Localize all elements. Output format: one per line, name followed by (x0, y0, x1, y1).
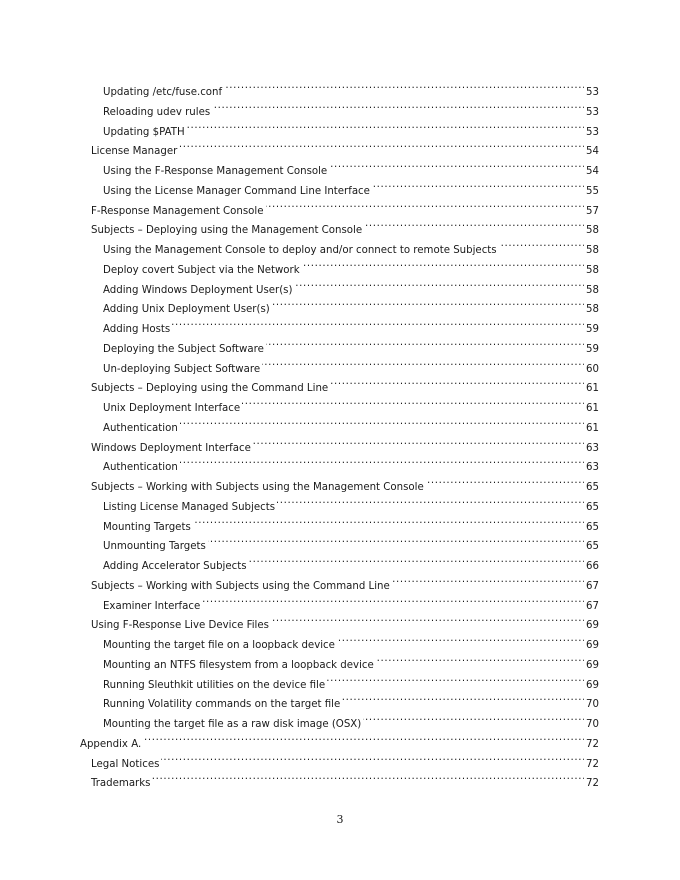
toc-entry-title: Using the Management Console to deploy and/or connect to remote Subjects (103, 245, 497, 256)
toc-leader-dots (277, 492, 584, 510)
toc-leader-dots (224, 77, 584, 95)
toc-entry-title: Reloading udev rules (103, 106, 211, 118)
toc-entry-title: License Manager (91, 146, 178, 158)
toc-entry-title: Unix Deployment Interface (103, 403, 241, 414)
toc-entry-page: 55 (586, 185, 599, 197)
toc-entry-page: 60 (586, 363, 599, 375)
toc-entry[interactable] (103, 255, 599, 276)
toc-entry-page: 69 (586, 679, 599, 691)
toc-entry[interactable] (103, 334, 599, 355)
toc-leader-dots (342, 689, 584, 707)
page-number: 3 (336, 813, 344, 826)
toc-entry-title: Adding Windows Deployment User(s) (103, 284, 293, 296)
toc-entry[interactable] (103, 670, 599, 691)
toc-entry-title: Adding Unix Deployment User(s) (103, 304, 270, 316)
toc-entry[interactable] (91, 373, 599, 395)
toc-entry-title: Authentication (103, 462, 178, 474)
toc-entry-title: Trademarks (91, 778, 151, 790)
toc-entry-page: 58 (586, 284, 599, 296)
toc-entry[interactable] (103, 512, 599, 533)
toc-leader-dots (376, 650, 584, 668)
toc-entry[interactable] (103, 709, 599, 730)
toc-leader-dots (327, 670, 584, 688)
toc-entry-title: Listing License Managed Subjects (103, 501, 276, 513)
toc-entry[interactable] (91, 196, 599, 217)
toc-entry-page: 58 (586, 225, 599, 237)
toc-entry-page: 69 (586, 659, 599, 671)
toc-leader-dots (372, 176, 584, 194)
toc-leader-dots (253, 433, 584, 451)
toc-leader-dots (143, 729, 584, 747)
toc-entry[interactable] (103, 630, 599, 651)
toc-entry-page: 53 (586, 87, 599, 98)
toc-entry[interactable] (103, 650, 599, 671)
toc-entry[interactable] (103, 156, 599, 177)
toc-entry-title: Running Sleuthkit utilities on the device file (103, 679, 326, 691)
toc-leader-dots (337, 630, 584, 648)
toc-entry-page: 69 (586, 620, 599, 632)
toc-entry-page: 61 (586, 403, 599, 414)
toc-entry-page: 58 (586, 264, 599, 276)
toc-entry[interactable] (103, 689, 599, 711)
toc-entry-page: 70 (586, 699, 599, 711)
toc-entry-page: 67 (586, 580, 599, 592)
toc-leader-dots (179, 136, 584, 154)
toc-entry-page: 58 (586, 304, 599, 316)
toc-entry-page: 66 (586, 561, 599, 572)
toc-entry-title: Adding Hosts (103, 324, 171, 335)
toc-entry[interactable] (103, 531, 599, 553)
toc-entry[interactable] (91, 749, 599, 770)
toc-entry-page: 69 (586, 640, 599, 651)
toc-entry[interactable] (103, 452, 599, 474)
toc-entry[interactable] (103, 294, 599, 316)
toc-entry-title: Subjects – Working with Subjects using the Management Console (91, 482, 424, 493)
toc-leader-dots (172, 314, 584, 332)
toc-entry[interactable] (103, 314, 599, 335)
toc-leader-dots (426, 472, 584, 490)
toc-entry[interactable] (103, 551, 599, 572)
toc-entry-title: Deploy covert Subject via the Network (103, 264, 300, 276)
toc-entry-page: 59 (586, 324, 599, 335)
toc-entry-title: Using the F-Response Management Console (103, 166, 328, 177)
toc-entry-page: 65 (586, 521, 599, 533)
toc-entry[interactable] (103, 591, 599, 612)
toc-leader-dots (212, 97, 584, 115)
toc-entry[interactable] (91, 433, 599, 454)
toc-entry-page: 53 (586, 106, 599, 118)
toc-entry[interactable] (103, 176, 599, 197)
toc-entry[interactable] (91, 571, 599, 592)
toc-entry-page: 65 (586, 482, 599, 493)
toc-entry-page: 61 (586, 383, 599, 395)
toc-entry-title: Subjects – Working with Subjects using the Command Line (91, 580, 390, 592)
toc-entry[interactable] (103, 77, 599, 98)
toc-entry-title: Updating $PATH (103, 126, 185, 138)
toc-leader-dots (187, 117, 584, 135)
toc-leader-dots (272, 294, 584, 312)
toc-entry-page: 63 (586, 462, 599, 474)
toc-entry-title: Unmounting Targets (103, 541, 206, 553)
toc-entry-page: 65 (586, 501, 599, 513)
toc-entry-page: 57 (586, 205, 599, 217)
toc-entry[interactable] (91, 136, 599, 158)
toc-entry-title: Subjects – Deploying using the Management Console (91, 225, 363, 237)
toc-entry[interactable] (103, 275, 599, 296)
toc-leader-dots (152, 768, 584, 786)
toc-entry[interactable] (91, 472, 599, 493)
toc-entry-title: Deploying the Subject Software (103, 343, 264, 355)
toc-entry-page: 67 (586, 600, 599, 612)
toc-entry[interactable] (91, 215, 599, 237)
toc-leader-dots (161, 749, 584, 767)
toc-leader-dots (193, 512, 584, 530)
toc-leader-dots (202, 591, 584, 609)
toc-leader-dots (499, 235, 584, 253)
toc-entry-title: Using the License Manager Command Line Interface (103, 185, 370, 197)
toc-entry[interactable] (103, 235, 599, 256)
toc-leader-dots (329, 156, 584, 174)
toc-entry-page: 65 (586, 541, 599, 553)
toc-entry-title: Running Volatility commands on the target file (103, 699, 341, 711)
toc-entry[interactable] (103, 413, 599, 434)
toc-leader-dots (180, 413, 584, 431)
toc-entry-title: Adding Accelerator Subjects (103, 561, 247, 572)
toc-leader-dots (266, 196, 585, 214)
toc-entry-title: Mounting Targets (103, 521, 191, 533)
toc-entry-title: Mounting the target file on a loopback device (103, 640, 335, 651)
toc-entry[interactable] (91, 768, 599, 790)
toc-leader-dots (392, 571, 584, 589)
toc-entry[interactable] (103, 117, 599, 138)
toc-leader-dots (302, 255, 584, 273)
toc-leader-dots (249, 551, 584, 569)
toc-entry-title: Mounting an NTFS filesystem from a loopback device (103, 659, 374, 671)
toc-entry-page: 54 (586, 166, 599, 177)
toc-leader-dots (294, 275, 584, 293)
toc-entry-title: Windows Deployment Interface (91, 442, 251, 454)
toc-entry[interactable] (103, 97, 599, 118)
toc-entry-page: 63 (586, 442, 599, 454)
toc-entry-page: 72 (586, 778, 599, 790)
toc-leader-dots (330, 373, 584, 391)
toc-entry-page: 72 (586, 758, 599, 770)
toc-entry[interactable] (80, 729, 599, 750)
toc-entry[interactable] (103, 393, 599, 414)
toc-entry-title: Updating /etc/fuse.conf (103, 87, 223, 98)
toc-leader-dots (266, 334, 584, 352)
toc-leader-dots (262, 354, 584, 372)
toc-leader-dots (180, 452, 584, 470)
toc-leader-dots (242, 393, 584, 411)
toc-leader-dots (271, 610, 584, 628)
toc-leader-dots (208, 531, 584, 549)
toc-entry-page: 58 (586, 245, 599, 256)
toc-entry[interactable] (103, 492, 599, 513)
toc-leader-dots (363, 709, 584, 727)
toc-entry-title: Authentication (103, 422, 178, 434)
toc-entry-page: 61 (586, 422, 599, 434)
toc-entry[interactable] (103, 354, 599, 375)
toc-entry-title: Legal Notices (91, 758, 160, 770)
toc-entry-title: Mounting the target file as a raw disk image (OSX) (103, 719, 362, 730)
toc-entry-title: Subjects – Deploying using the Command Line (91, 383, 329, 395)
toc-entry[interactable] (91, 610, 599, 632)
toc-leader-dots (364, 215, 584, 233)
toc-entry-title: F-Response Management Console (91, 205, 264, 217)
toc-entry-page: 54 (586, 146, 599, 158)
toc-entry-title: Examiner Interface (103, 600, 201, 612)
toc-entry-page: 53 (586, 126, 599, 138)
toc-entry-page: 70 (586, 719, 599, 730)
toc-entry-title: Using F-Response Live Device Files (91, 620, 269, 632)
toc-entry-page: 72 (586, 738, 599, 750)
toc-entry-title: Appendix A. (80, 738, 142, 750)
toc-entry-page: 59 (586, 343, 599, 355)
toc-entry-title: Un-deploying Subject Software (103, 363, 261, 375)
